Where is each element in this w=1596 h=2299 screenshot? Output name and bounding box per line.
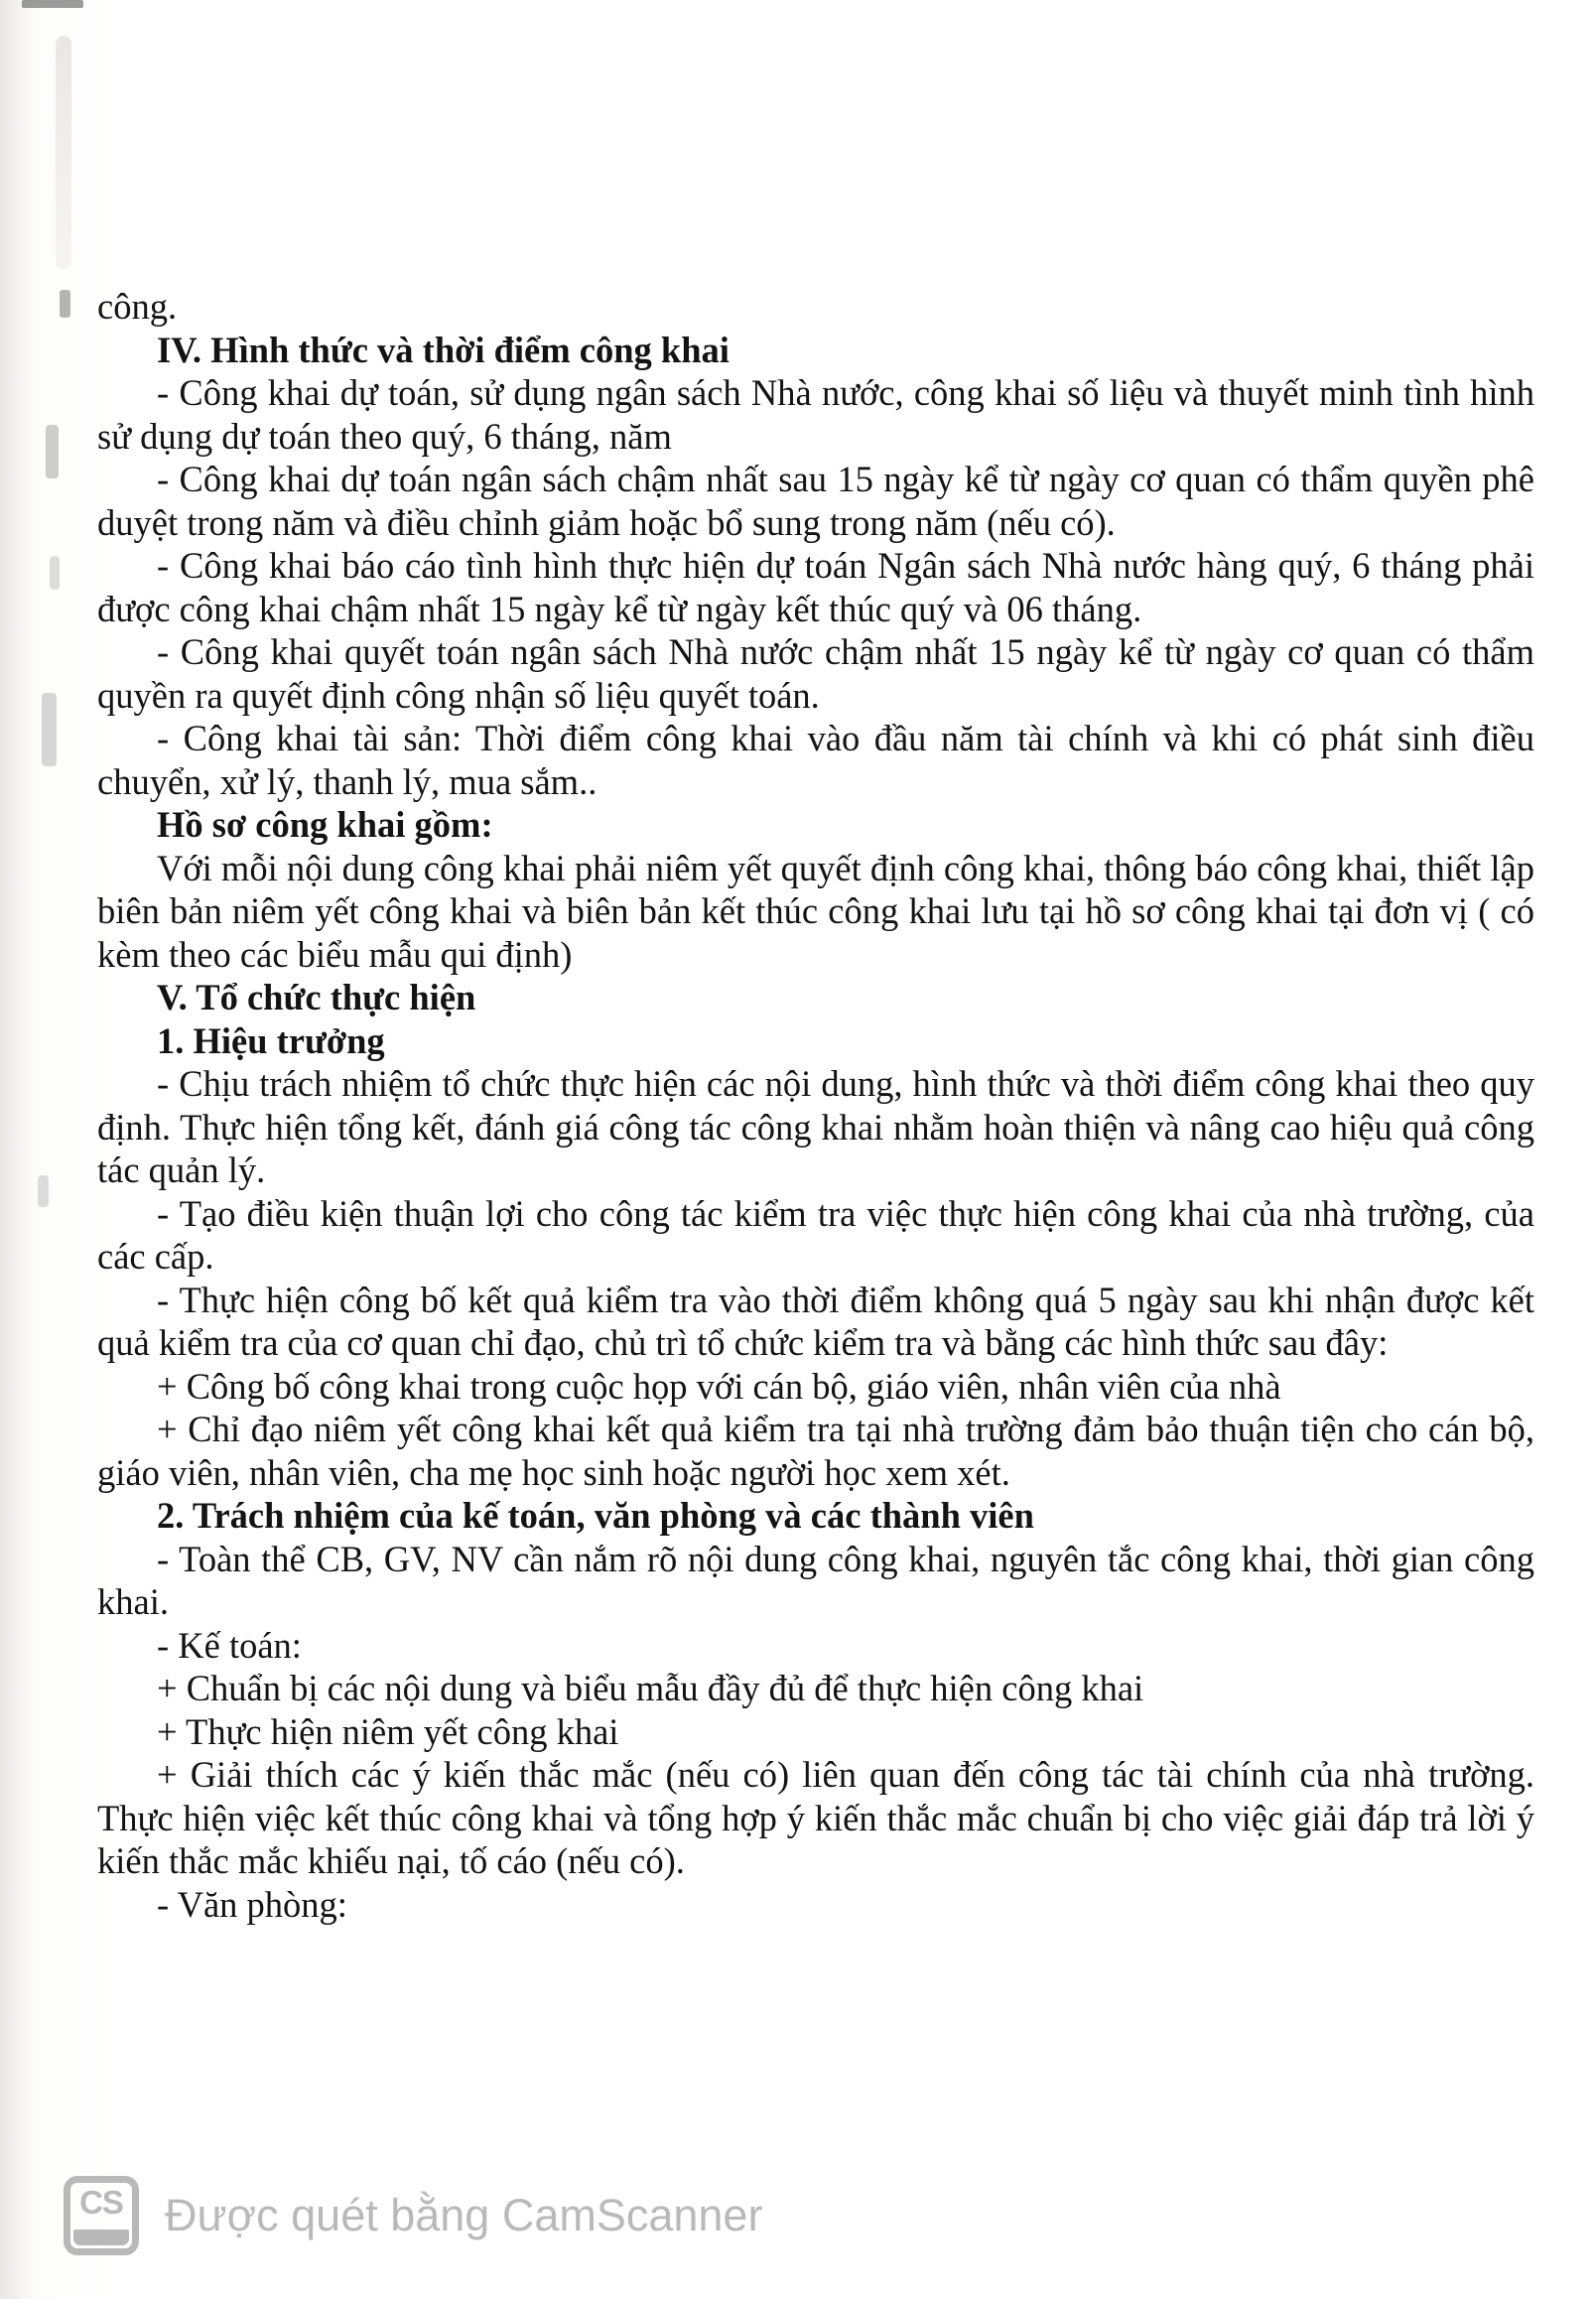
paragraph: - Kế toán: [157, 1624, 302, 1666]
scan-artifact [50, 556, 60, 590]
section-heading-iv: IV. Hình thức và thời điểm công khai [157, 329, 730, 370]
paragraph-continuation: công. [97, 286, 178, 327]
camscanner-icon-bar [73, 2230, 129, 2245]
section-heading-ho-so: Hồ sơ công khai gồm: [157, 804, 493, 845]
paragraph: - Công khai dự toán ngân sách chậm nhất sau 15 ngày kể từ ngày cơ quan có thẩm quyền phê duyệt trong năm và điều chỉnh giảm hoặc bổ sung trong năm (nếu có). [97, 459, 1534, 543]
paragraph: + Giải thích các ý kiến thắc mắc (nếu có) liên quan đến công tác tài chính của nhà trường. Thực hiện việc kết thúc công khai và tổng hợp ý kiến thắc mắc chuẩn bị cho việc giải đáp trả lời ý kiến thắc mắc khiếu nại, tố cáo (nếu có). [97, 1754, 1534, 1881]
paragraph: - Văn phòng: [157, 1883, 347, 1925]
paragraph: - Thực hiện công bố kết quả kiểm tra vào thời điểm không quá 5 ngày sau khi nhận được kết quả kiểm tra của cơ quan chỉ đạo, chủ trì tổ chức kiểm tra và bằng các hình thức sau đây: [97, 1279, 1534, 1363]
paragraph: + Thực hiện niêm yết công khai [157, 1710, 619, 1752]
scan-artifact [42, 693, 57, 766]
paragraph: - Công khai tài sản: Thời điểm công khai vào đầu năm tài chính và khi có phát sinh điều chuyển, xử lý, thanh lý, mua sắm.. [97, 718, 1534, 802]
scan-artifact [56, 36, 71, 269]
scan-artifact [0, 0, 28, 2299]
document-body [97, 285, 1534, 1926]
section-heading-v: V. Tổ chức thực hiện [157, 977, 476, 1017]
scan-artifact [60, 290, 70, 318]
paragraph: - Công khai quyết toán ngân sách Nhà nước chậm nhất 15 ngày kể từ ngày cơ quan có thẩm quyền ra quyết định công nhận số liệu quyết toán. [97, 631, 1534, 716]
camscanner-watermark-text: Được quét bằng CamScanner [165, 2190, 763, 2240]
camscanner-icon [64, 2176, 139, 2255]
scan-artifact [38, 1175, 49, 1207]
paragraph: + Chuẩn bị các nội dung và biểu mẫu đầy đủ để thực hiện công khai [157, 1668, 1144, 1708]
paragraph: + Chỉ đạo niêm yết công khai kết quả kiểm tra tại nhà trường đảm bảo thuận tiện cho cán bộ, giáo viên, nhân viên, cha mẹ học sinh hoặc người học xem xét. [97, 1409, 1534, 1493]
camscanner-watermark [64, 2176, 762, 2255]
paragraph: - Công khai dự toán, sử dụng ngân sách Nhà nước, công khai số liệu và thuyết minh tình hình sử dụng dự toán theo quý, 6 tháng, năm [97, 372, 1534, 457]
scan-artifact [22, 0, 83, 8]
paragraph: + Công bố công khai trong cuộc họp với cán bộ, giáo viên, nhân viên của nhà [157, 1365, 1281, 1407]
section-heading-hieu-truong: 1. Hiệu trưởng [157, 1019, 385, 1061]
section-heading-trach-nhiem: 2. Trách nhiệm của kế toán, văn phòng và các thành viên [157, 1495, 1034, 1536]
paragraph: - Tạo điều kiện thuận lợi cho công tác kiểm tra việc thực hiện công khai của nhà trường, của các cấp. [97, 1192, 1534, 1277]
scan-artifact [46, 425, 59, 478]
paragraph: Với mỗi nội dung công khai phải niêm yết quyết định công khai, thông báo công khai, thiết lập biên bản niêm yết công khai và biên bản kết thúc công khai lưu tại hồ sơ công khai tại đơn vị ( có kèm theo các biểu mẫu qui định) [97, 847, 1534, 975]
camscanner-icon-label: CS [79, 2184, 123, 2221]
paragraph: - Chịu trách nhiệm tổ chức thực hiện các nội dung, hình thức và thời điểm công khai theo quy định. Thực hiện tổng kết, đánh giá công tác công khai nhằm hoàn thiện và nâng cao hiệu quả công tác quản lý. [97, 1063, 1534, 1190]
paragraph: - Công khai báo cáo tình hình thực hiện dự toán Ngân sách Nhà nước hàng quý, 6 tháng phải được công khai chậm nhất 15 ngày kể từ ngày kết thúc quý và 06 tháng. [97, 545, 1534, 629]
paragraph: - Toàn thể CB, GV, NV cần nắm rõ nội dung công khai, nguyên tắc công khai, thời gian công khai. [97, 1538, 1534, 1622]
